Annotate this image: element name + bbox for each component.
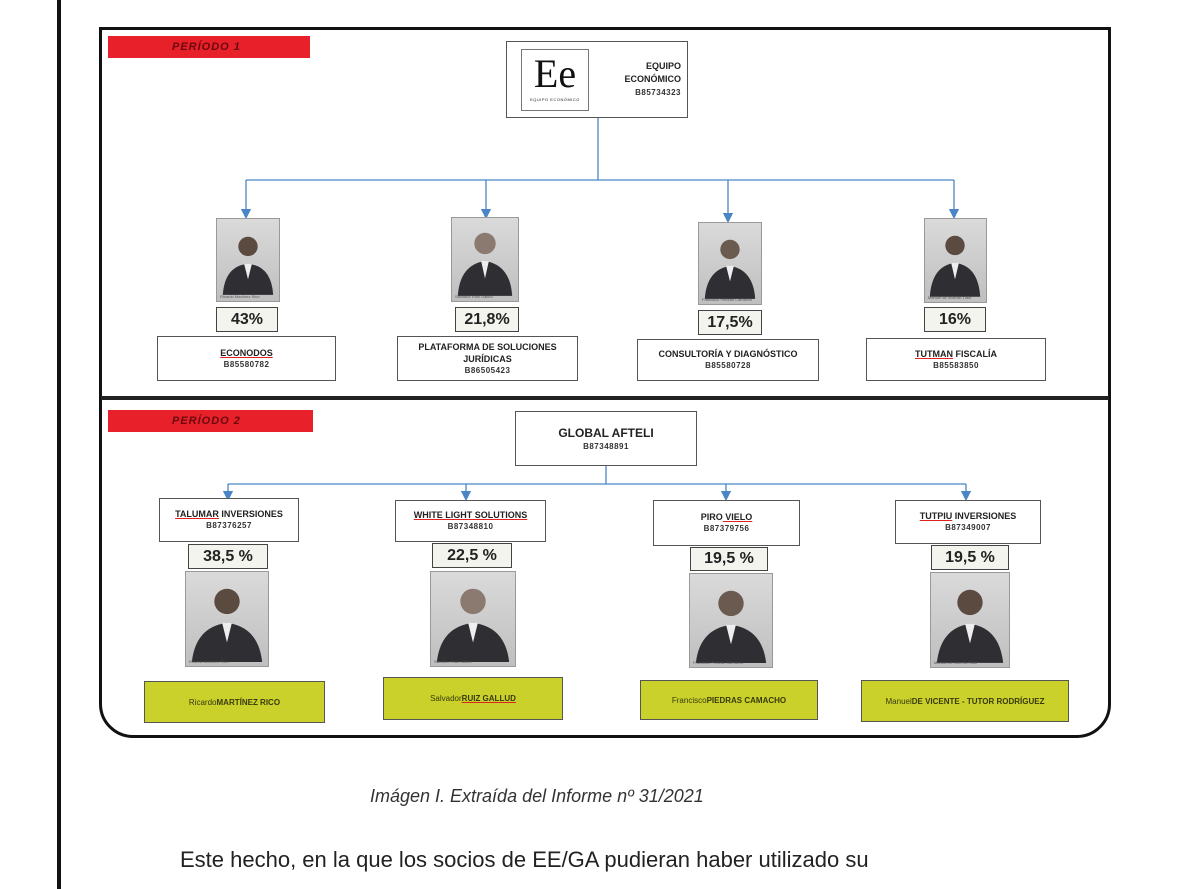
person-portrait-icon bbox=[217, 219, 279, 301]
equipo-title-2: ECONÓMICO bbox=[624, 74, 681, 84]
pct-piro-vielo: 19,5 % bbox=[690, 547, 768, 571]
photo-salvador: Salvador Ruiz Gallud bbox=[430, 571, 516, 667]
photo-ricardo: Ricardo Martínez Rico bbox=[185, 571, 269, 667]
equipo-nif: B85734323 bbox=[635, 88, 681, 97]
global-afteli-box: GLOBAL AFTELI B87348891 bbox=[515, 411, 697, 466]
figure-caption: Imágen I. Extraída del Informe nº 31/2021 bbox=[370, 786, 704, 806]
company-econodos: ECONODOS B85580782 bbox=[157, 336, 336, 381]
pct-econodos: 43% bbox=[216, 307, 278, 332]
company-plataforma: PLATAFORMA DE SOLUCIONES JURÍDICAS B86505423 bbox=[397, 336, 578, 381]
person-portrait-icon bbox=[186, 572, 268, 666]
pct-tutman: 16% bbox=[924, 307, 986, 332]
pct-talumar: 38,5 % bbox=[188, 544, 268, 569]
company-white-light: WHITE LIGHT SOLUTIONS B87348810 bbox=[395, 500, 546, 542]
company-tutpiu: TUTPIU INVERSIONES B87349007 bbox=[895, 500, 1041, 544]
pct-plataforma: 21,8% bbox=[455, 307, 519, 332]
equipo-title-1: EQUIPO bbox=[645, 61, 681, 71]
person-salvador: Salvador RUIZ GALLUD bbox=[383, 677, 563, 720]
photo-francisco: Francisco Piedras Camacho bbox=[689, 573, 773, 668]
body-paragraph: Este hecho, en la que los socios de EE/GA pudieran haber utilizado su bbox=[180, 847, 869, 872]
photo-manuel: Manuel de Vicente-Tutor bbox=[930, 572, 1010, 668]
person-portrait-icon bbox=[690, 574, 772, 667]
person-portrait-icon bbox=[931, 573, 1009, 667]
photo-1: Ricardo Martínez Rico bbox=[216, 218, 280, 302]
photo-2: Salvador Ruiz Gallud bbox=[451, 217, 519, 302]
person-manuel: Manuel DE VICENTE - TUTOR RODRÍGUEZ bbox=[861, 680, 1069, 722]
company-piro-vielo: PIRO VIELO B87379756 bbox=[653, 500, 800, 546]
person-ricardo: Ricardo MARTÍNEZ RICO bbox=[144, 681, 325, 723]
periodo-1-label: PERÍODO 1 bbox=[108, 36, 310, 58]
equipo-economico-box bbox=[506, 41, 688, 118]
person-portrait-icon bbox=[699, 223, 761, 304]
pct-tutpiu: 19,5 % bbox=[931, 545, 1009, 570]
person-portrait-icon bbox=[431, 572, 515, 666]
photo-4: Manuel de Vicente-Tutor bbox=[924, 218, 987, 303]
pct-white-light: 22,5 % bbox=[432, 543, 512, 568]
person-portrait-icon bbox=[452, 218, 518, 301]
equipo-economico-logo: Ee EQUIPO ECONÓMICO bbox=[521, 49, 589, 111]
company-talumar: TALUMAR INVERSIONES B87376257 bbox=[159, 498, 299, 542]
company-consultoria: CONSULTORÍA Y DIAGNÓSTICO B85580728 bbox=[637, 339, 819, 381]
company-tutman: TUTMAN FISCALÍA B85583850 bbox=[866, 338, 1046, 381]
person-francisco: Francisco PIEDRAS CAMACHO bbox=[640, 680, 818, 720]
person-portrait-icon bbox=[925, 219, 986, 302]
periodo-2-label: PERÍODO 2 bbox=[108, 410, 313, 432]
pct-consultoria: 17,5% bbox=[698, 310, 762, 335]
photo-3: Francisco Piedras Camacho bbox=[698, 222, 762, 305]
